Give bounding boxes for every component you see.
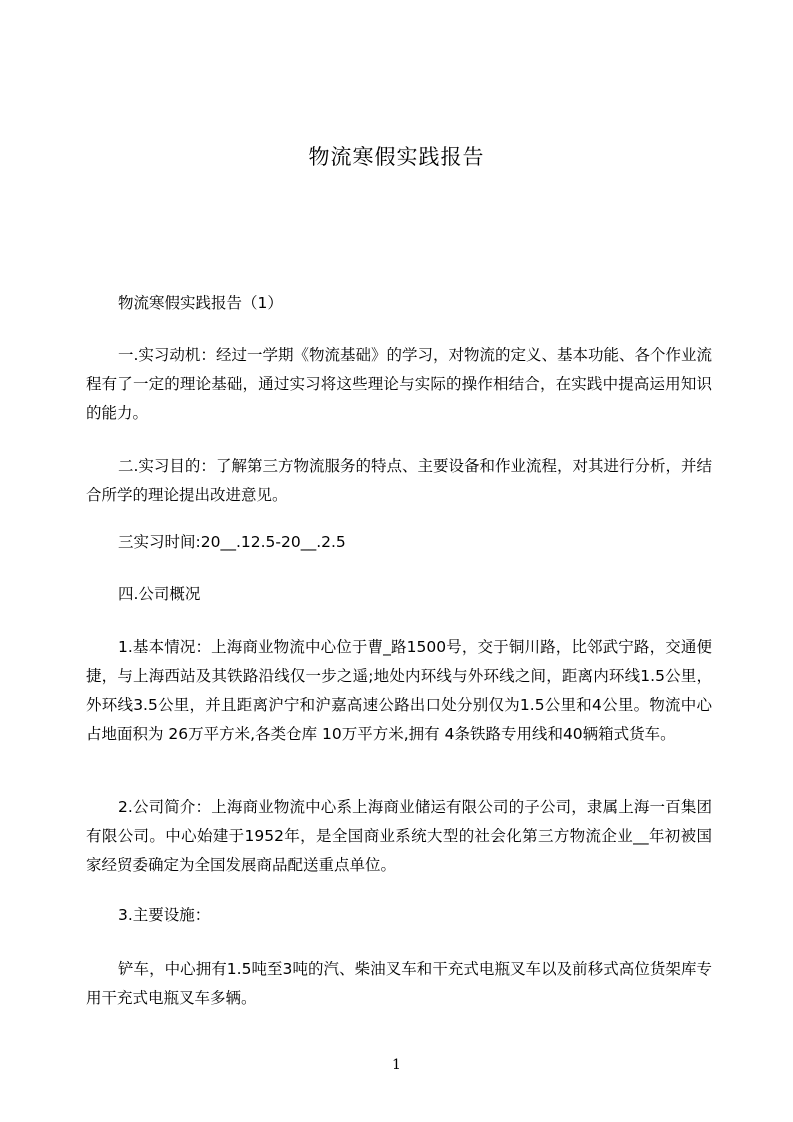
paragraph-main-facilities-heading: 3.主要设施： [118,906,211,924]
page-number: 1 [392,1057,401,1073]
paragraph-basic-situation: 1.基本情况：上海商业物流中心位于曹_路1500号，交于铜川路，比邻武宁路，交通便捷，与上海西站及其铁路沿线仅一步之遥;地处内环线与外环线之间，距离内环线1.5公里，外环线3.5公里，并且距离沪宁和沪嘉高速公路出口处分别仅为1.5公里和4公里。物流中心占地面积为 26万平方米,各类仓库 10万平方米,拥有 4条铁路专用线和40辆箱式货车。 [86,638,712,743]
paragraph-forklifts: 铲车，中心拥有1.5吨至3吨的汽、柴油叉车和干充式电瓶叉车以及前移式高位货架库专用干充式电瓶叉车多辆。 [86,960,712,1007]
paragraph-internship-time: 三实习时间:20__.12.5-20__.2.5 [118,533,346,551]
paragraph-company-overview-heading: 四.公司概况 [118,585,201,603]
document-title: 物流寒假实践报告 [308,145,485,169]
paragraph-internship-purpose: 二.实习目的：了解第三方物流服务的特点、主要设备和作业流程，对其进行分析，并结合所学的理论提出改进意见。 [86,457,712,504]
paragraph-report-subtitle: 物流寒假实践报告（1） [118,294,283,312]
paragraph-company-profile: 2.公司简介：上海商业物流中心系上海商业储运有限公司的子公司，隶属上海一百集团有限公司。中心始建于1952年，是全国商业系统大型的社会化第三方物流企业__年初被国家经贸委确定为全国发展商品配送重点单位。 [86,798,712,874]
paragraph-internship-motivation: 一.实习动机：经过一学期《物流基础》的学习，对物流的定义、基本功能、各个作业流程有了一定的理论基础，通过实习将这些理论与实际的操作相结合，在实践中提高运用知识的能力。 [86,346,712,422]
